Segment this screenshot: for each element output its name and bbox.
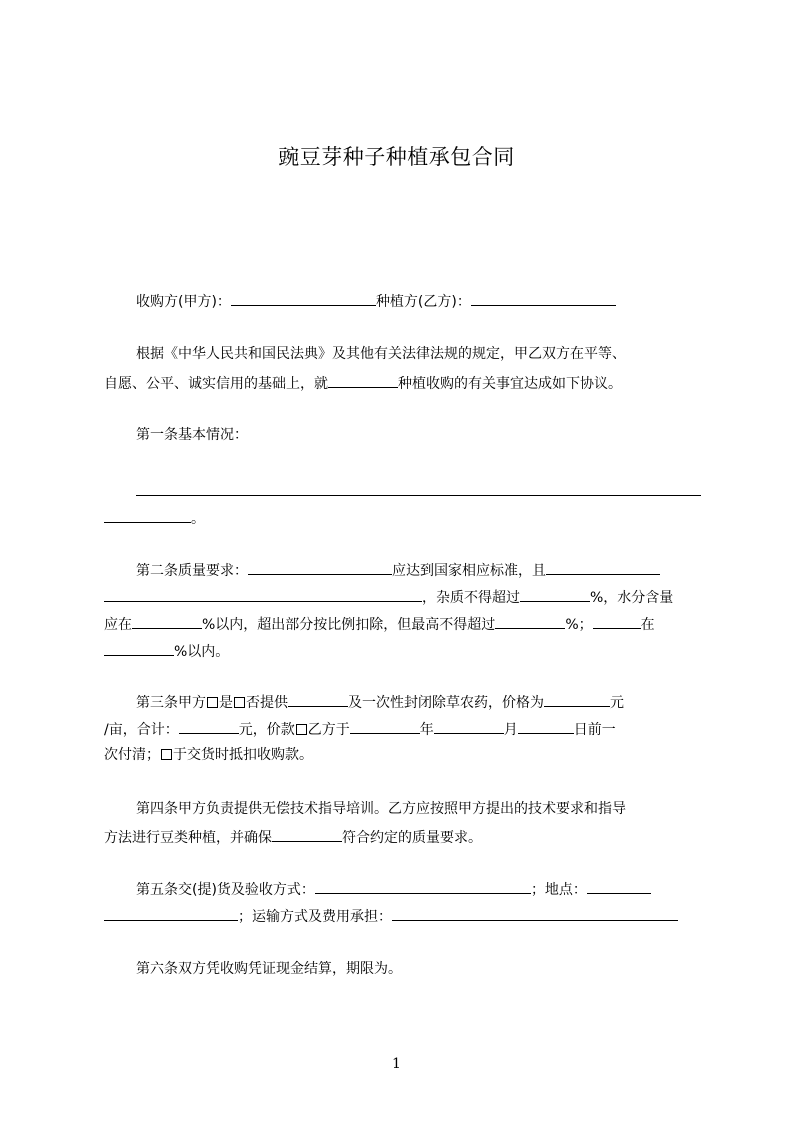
document-title: 豌豆芽种子种植承包合同 [278, 145, 515, 169]
article-2-line-1 [136, 560, 704, 580]
art2-text-i: %以内。 [174, 644, 230, 660]
art2-text-f: %以内，超出部分按比例扣除，但最高不得超过 [202, 617, 496, 633]
intro-text-a: 自愿、公平、诚实信用的基础上，就 [104, 376, 328, 392]
art3-text-e: 元 [610, 695, 624, 711]
article-6: 第六条双方凭收购凭证现金结算，期限为。 [136, 961, 402, 977]
moisture-blank [132, 614, 202, 629]
intro-line-2 [104, 373, 704, 393]
quality-extra-blank-1 [546, 560, 660, 575]
article-2-line-2 [104, 587, 704, 607]
supply-item-blank [288, 692, 348, 707]
art2-text-d: %，水分含量 [590, 590, 674, 606]
art5-text-a: 第五条交(提)货及验收方式： [136, 882, 315, 898]
art4-text-b: 符合约定的质量要求。 [342, 830, 482, 846]
quality-item-blank [248, 560, 392, 575]
article-1-heading: 第一条基本情况： [136, 427, 248, 443]
article-4-line-1: 第四条甲方负责提供无偿技术指导培训。乙方应按照甲方提出的技术要求和指导 [136, 801, 626, 817]
article-4-line-2 [104, 827, 704, 847]
art3-text-j: 月 [503, 722, 518, 738]
grower-blank [471, 291, 616, 306]
art3-text-h: 乙方于 [307, 722, 350, 738]
basic-info-blank-2 [104, 508, 191, 523]
buyer-label: 收购方(甲方)： [136, 294, 231, 310]
max-blank [495, 614, 565, 629]
art3-text-d: 及一次性封闭除草农药，价格为 [348, 695, 544, 711]
buyer-blank [231, 291, 376, 306]
other-item-blank [593, 614, 641, 629]
art2-text-b: 应达到国家相应标准，且 [392, 563, 546, 579]
article-1-blank-line-1 [136, 481, 704, 501]
delivery-method-blank [315, 879, 531, 894]
parties-line [136, 291, 704, 311]
art3-text-i: 年 [419, 722, 434, 738]
location-blank-1 [587, 879, 651, 894]
location-blank-2 [104, 906, 238, 921]
article-5-line-1 [136, 879, 704, 899]
quality-extra-blank-2 [104, 587, 422, 602]
article-1-end: 。 [191, 511, 205, 527]
article-5-line-2 [104, 906, 704, 926]
quality-assure-blank [272, 827, 342, 842]
other-limit-blank [104, 641, 174, 656]
article-2-line-3 [104, 614, 704, 634]
art5-text-c: ；运输方式及费用承担： [238, 909, 392, 925]
art2-text-e: 应在 [104, 617, 132, 633]
art3-text-a: 第三条甲方 [136, 695, 206, 711]
no-checkbox[interactable] [234, 697, 245, 708]
total-blank [179, 719, 239, 734]
basic-info-blank-1 [136, 481, 701, 496]
year-blank [350, 719, 420, 734]
month-blank [434, 719, 504, 734]
art2-text-g: %； [565, 617, 593, 633]
day-blank [518, 719, 574, 734]
article-2-line-4 [104, 641, 704, 661]
intro-line-1: 根据《中华人民共和国民法典》及其他有关法律法规的规定，甲乙双方在平等、 [136, 346, 626, 362]
art5-text-b: ；地点： [530, 882, 587, 898]
page-number: 1 [392, 1056, 401, 1072]
price-blank [544, 692, 610, 707]
article-3-line-3 [104, 746, 704, 764]
art3-text-b: 是 [219, 695, 233, 711]
art3-text-m: 于交货时抵扣收购款。 [173, 747, 313, 763]
intro-text-b: 种植收购的有关事宜达成如下协议。 [398, 376, 622, 392]
yes-checkbox[interactable] [207, 697, 218, 708]
impurity-blank [520, 587, 590, 602]
article-1-blank-line-2 [104, 508, 704, 528]
art3-text-k: 日前一 [573, 722, 616, 738]
art2-text-c: ，杂质不得超过 [422, 590, 520, 606]
art3-text-c: 否提供 [246, 695, 288, 711]
article-3-line-2 [104, 719, 704, 739]
article-3-line-1 [136, 692, 704, 712]
grower-label: 种植方(乙方)： [375, 294, 471, 310]
art3-text-f: /亩，合计： [104, 722, 179, 738]
crop-blank [328, 373, 398, 388]
transport-blank [392, 906, 678, 921]
art2-text-h: 在 [640, 617, 655, 633]
art2-text-a: 第二条质量要求： [136, 563, 248, 579]
art3-text-l: 次付清； [104, 747, 160, 763]
art4-text-a: 方法进行豆类种植，并确保 [104, 830, 272, 846]
payment-checkbox-2[interactable] [161, 749, 172, 760]
art3-text-g: 元，价款 [238, 722, 295, 738]
payment-checkbox-1[interactable] [296, 724, 307, 735]
